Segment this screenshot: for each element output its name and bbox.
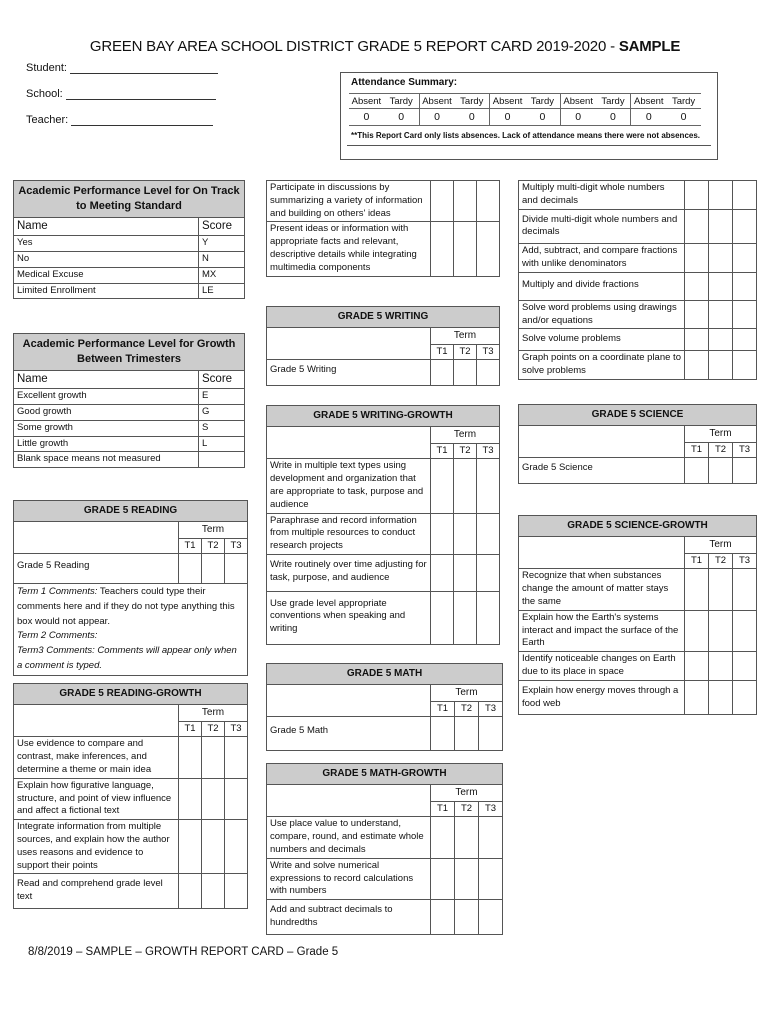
tardy-label: Tardy — [601, 95, 625, 107]
standard-row: Use grade level appropriate conventions when speaking and writing — [267, 591, 431, 644]
term-t2: T2 — [454, 443, 477, 459]
term-label: Term — [431, 685, 503, 702]
legend-name-header: Name — [14, 217, 199, 236]
attendance-summary — [340, 72, 718, 160]
term-t2: T2 — [455, 801, 479, 817]
grade-cell[interactable] — [709, 181, 733, 210]
writing-growth-title: GRADE 5 WRITING-GROWTH — [267, 406, 500, 427]
term-t2: T2 — [202, 721, 225, 737]
attendance-group — [631, 93, 701, 126]
grade-cell[interactable] — [431, 591, 454, 644]
grade-cell[interactable] — [709, 209, 733, 244]
attendance-group — [349, 93, 420, 126]
term-label: Term — [179, 705, 248, 722]
term-t2: T2 — [454, 344, 477, 360]
school-label: School: — [26, 88, 63, 100]
absent-value: 0 — [645, 111, 652, 123]
standard-row: Use place value to understand, compare, round, and estimate whole numbers and decimals — [267, 817, 431, 858]
attendance-group — [420, 93, 491, 126]
grade-cell[interactable] — [685, 652, 709, 681]
standard-row: Identify noticeable changes on Earth due to its place in space — [519, 652, 685, 681]
term1-comment-label: Term 1 Comments: — [17, 586, 98, 598]
legend-row-name: Some growth — [14, 420, 199, 436]
footer-text: 8/8/2019 – SAMPLE – GROWTH REPORT CARD – Grade 5 — [28, 946, 339, 958]
term-t1: T1 — [179, 538, 202, 554]
grade-cell[interactable] — [709, 244, 733, 273]
attendance-title: Attendance Summary: — [351, 77, 458, 88]
grade-cell[interactable] — [431, 900, 455, 935]
legend-row-score: Y — [199, 236, 245, 252]
grade-cell[interactable] — [454, 555, 477, 592]
grade-cell[interactable] — [685, 244, 709, 273]
math-row: Grade 5 Math — [267, 717, 431, 751]
term3-comment-label: Term3 Comments: Comments will appear only when a comment is typed. — [17, 645, 237, 671]
grade-cell[interactable] — [709, 680, 733, 715]
grade-cell[interactable] — [477, 513, 500, 554]
tardy-label: Tardy — [530, 95, 554, 107]
grade-cell[interactable] — [733, 652, 757, 681]
tardy-label: Tardy — [460, 95, 484, 107]
absent-label: Absent — [422, 95, 452, 107]
term-t1: T1 — [431, 701, 455, 717]
standard-row: Multiply and divide fractions — [519, 272, 685, 300]
reading-title: GRADE 5 READING — [14, 501, 248, 522]
grade-cell[interactable] — [431, 459, 454, 513]
grade-cell[interactable] — [477, 181, 500, 222]
grade-cell[interactable] — [733, 610, 757, 651]
legend-row-name: Good growth — [14, 405, 199, 421]
term-t3: T3 — [225, 721, 248, 737]
math-growth-table — [266, 763, 503, 935]
standard-row: Paraphrase and record information from multiple resources to conduct research projects — [267, 513, 431, 554]
term-t2: T2 — [202, 538, 225, 554]
standard-row: Use evidence to compare and contrast, make inferences, and determine a theme or main idea — [14, 737, 179, 778]
grade-cell[interactable] — [225, 778, 248, 819]
term1-comment-text: Teachers could type their comments here and if they do not type anything this box would not appear. — [17, 586, 235, 627]
student-label: Student: — [26, 62, 67, 74]
legend-row-score: L — [199, 436, 245, 452]
grade-cell[interactable] — [454, 459, 477, 513]
reading-growth-table — [13, 683, 248, 909]
grade-cell[interactable] — [477, 222, 500, 276]
grade-cell[interactable] — [454, 222, 477, 276]
tardy-label: Tardy — [389, 95, 413, 107]
legend-row-score: S — [199, 420, 245, 436]
reading-table — [13, 500, 248, 676]
term-t1: T1 — [431, 443, 454, 459]
grade-cell[interactable] — [685, 569, 709, 610]
writing-table — [266, 306, 500, 386]
grade-cell[interactable] — [685, 300, 709, 329]
standard-row: Divide multi-digit whole numbers and decimals — [519, 209, 685, 244]
term-label: Term — [685, 537, 757, 554]
grade-cell[interactable] — [685, 329, 709, 351]
grade-cell[interactable] — [431, 222, 454, 276]
term-t3: T3 — [477, 443, 500, 459]
grade-cell[interactable] — [733, 272, 757, 300]
grade-cell[interactable] — [479, 900, 503, 935]
grade-cell[interactable] — [733, 458, 757, 484]
grade-cell[interactable] — [202, 554, 225, 584]
grade-cell[interactable] — [733, 209, 757, 244]
math-table — [266, 663, 503, 751]
legend-track-title: Academic Performance Level for On Track to Meeting Standard — [14, 181, 245, 218]
grade-cell[interactable] — [709, 329, 733, 351]
standard-row: Solve volume problems — [519, 329, 685, 351]
standard-row: Write in multiple text types using development and organization that are appropriate to task, purpose and audience — [267, 459, 431, 513]
grade-cell[interactable] — [685, 351, 709, 380]
legend-row-score — [199, 452, 245, 468]
term-t3: T3 — [733, 553, 757, 569]
standard-row: Explain how the Earth's systems interact and impact the surface of the Earth — [519, 610, 685, 651]
grade-cell[interactable] — [455, 900, 479, 935]
legend-score-header: Score — [199, 217, 245, 236]
grade-cell[interactable] — [225, 554, 248, 584]
grade-cell[interactable] — [431, 360, 454, 386]
legend-growth-title: Academic Performance Level for Growth Between Trimesters — [14, 334, 245, 371]
standard-row: Graph points on a coordinate plane to solve problems — [519, 351, 685, 380]
term-t1: T1 — [685, 553, 709, 569]
term-t2: T2 — [709, 442, 733, 458]
math-title: GRADE 5 MATH — [267, 664, 503, 685]
term-label: Term — [431, 328, 500, 345]
math-growth-title: GRADE 5 MATH-GROWTH — [267, 764, 503, 785]
grade-cell[interactable] — [202, 874, 225, 909]
legend-row-name: Blank space means not measured — [14, 452, 199, 468]
grade-cell[interactable] — [479, 858, 503, 899]
attendance-group — [490, 93, 561, 126]
legend-row-score: LE — [199, 283, 245, 299]
grade-cell[interactable] — [225, 737, 248, 778]
standard-row: Explain how energy moves through a food web — [519, 680, 685, 715]
term-t3: T3 — [479, 801, 503, 817]
grade-cell[interactable] — [179, 874, 202, 909]
grade-cell[interactable] — [709, 300, 733, 329]
student-field[interactable] — [26, 62, 218, 74]
term-label: Term — [179, 522, 248, 539]
attendance-group — [561, 93, 632, 126]
absent-value: 0 — [575, 111, 582, 123]
term-t1: T1 — [431, 344, 454, 360]
grade-cell[interactable] — [685, 209, 709, 244]
legend-row-name: Limited Enrollment — [14, 283, 199, 299]
absent-value: 0 — [504, 111, 511, 123]
grade-cell[interactable] — [477, 360, 500, 386]
grade-cell[interactable] — [179, 778, 202, 819]
absent-value: 0 — [363, 111, 370, 123]
legend-row-score: G — [199, 405, 245, 421]
term-t1: T1 — [685, 442, 709, 458]
grade-cell[interactable] — [479, 717, 503, 751]
grade-cell[interactable] — [202, 737, 225, 778]
tardy-value: 0 — [680, 111, 687, 123]
writing-title: GRADE 5 WRITING — [267, 307, 500, 328]
grade-cell[interactable] — [709, 458, 733, 484]
tardy-value: 0 — [610, 111, 616, 123]
grade-cell[interactable] — [225, 874, 248, 909]
term-t3: T3 — [477, 344, 500, 360]
grade-cell[interactable] — [477, 459, 500, 513]
grade-cell[interactable] — [454, 513, 477, 554]
grade-cell[interactable] — [685, 181, 709, 210]
grade-cell[interactable] — [733, 300, 757, 329]
grade-cell[interactable] — [733, 329, 757, 351]
legend-name-header: Name — [14, 370, 199, 389]
grade-cell[interactable] — [477, 555, 500, 592]
standard-row: Add and subtract decimals to hundredths — [267, 900, 431, 935]
school-field[interactable] — [26, 88, 216, 100]
grade-cell[interactable] — [685, 458, 709, 484]
term-t2: T2 — [455, 701, 479, 717]
grade-cell[interactable] — [733, 680, 757, 715]
grade-cell[interactable] — [455, 858, 479, 899]
grade-cell[interactable] — [431, 717, 455, 751]
standard-row: Write and solve numerical expressions to record calculations with numbers — [267, 858, 431, 899]
science-title: GRADE 5 SCIENCE — [519, 405, 757, 426]
grade-cell[interactable] — [733, 244, 757, 273]
tardy-value: 0 — [539, 111, 546, 123]
science-growth-table — [518, 515, 757, 715]
reading-row: Grade 5 Reading — [14, 554, 179, 584]
grade-cell[interactable] — [179, 820, 202, 874]
standard-row: Write routinely over time adjusting for task, purpose, and audience — [267, 555, 431, 592]
title-sample: SAMPLE — [618, 38, 681, 55]
grade-cell[interactable] — [733, 181, 757, 210]
science-row: Grade 5 Science — [519, 458, 685, 484]
speaking-table — [266, 180, 500, 277]
legend-row-score: MX — [199, 267, 245, 283]
writing-growth-table — [266, 405, 500, 645]
legend-row-name: Yes — [14, 236, 199, 252]
standard-row: Participate in discussions by summarizing a variety of information and building on others' ideas — [267, 181, 431, 222]
grade-cell[interactable] — [431, 555, 454, 592]
grade-cell[interactable] — [179, 737, 202, 778]
grade-cell[interactable] — [709, 610, 733, 651]
grade-cell[interactable] — [477, 591, 500, 644]
legend-row-name: Medical Excuse — [14, 267, 199, 283]
tardy-value: 0 — [398, 111, 405, 123]
grade-cell[interactable] — [733, 351, 757, 380]
term-t1: T1 — [431, 801, 455, 817]
grade-cell[interactable] — [709, 652, 733, 681]
grade-cell[interactable] — [455, 717, 479, 751]
legend-row-name: Little growth — [14, 436, 199, 452]
legend-row-name: Excellent growth — [14, 389, 199, 405]
grade-cell[interactable] — [454, 591, 477, 644]
term2-comment-label: Term 2 Comments: — [17, 630, 98, 642]
page-title — [0, 38, 770, 55]
grade-cell[interactable] — [431, 817, 455, 858]
term-t3: T3 — [479, 701, 503, 717]
attendance-grid — [349, 93, 701, 126]
legend-score-header: Score — [199, 370, 245, 389]
standard-row: Integrate information from multiple sources, and explain how the author uses reasons and evidence to support their points — [14, 820, 179, 874]
science-table — [518, 404, 757, 484]
teacher-label: Teacher: — [26, 114, 69, 126]
grade-cell[interactable] — [685, 610, 709, 651]
standard-row: Recognize that when substances change the amount of matter stays the same — [519, 569, 685, 610]
standard-row: Explain how figurative language, structure, and point of view influence and affect a fictional text — [14, 778, 179, 819]
grade-cell[interactable] — [455, 817, 479, 858]
term-label: Term — [685, 426, 757, 443]
grade-cell[interactable] — [709, 351, 733, 380]
term-label: Term — [431, 785, 503, 802]
reading-growth-title: GRADE 5 READING-GROWTH — [14, 684, 248, 705]
term-label: Term — [431, 427, 500, 444]
grade-cell[interactable] — [454, 360, 477, 386]
grade-cell[interactable] — [431, 181, 454, 222]
absent-value: 0 — [434, 111, 440, 123]
standard-row: Add, subtract, and compare fractions with unlike denominators — [519, 244, 685, 273]
reading-comments — [14, 584, 248, 675]
standard-row: Present ideas or information with appropriate facts and relevant, descriptive details while integrating multimedia components — [267, 222, 431, 276]
grade-cell[interactable] — [685, 272, 709, 300]
standard-row: Solve word problems using drawings and/or equations — [519, 300, 685, 329]
absent-label: Absent — [492, 95, 523, 107]
grade-cell[interactable] — [479, 817, 503, 858]
science-growth-title: GRADE 5 SCIENCE-GROWTH — [519, 516, 757, 537]
legend-row-score: N — [199, 252, 245, 268]
title-text: GREEN BAY AREA SCHOOL DISTRICT GRADE 5 REPORT CARD 2019-2020 - — [89, 38, 619, 55]
grade-cell[interactable] — [431, 858, 455, 899]
teacher-field[interactable] — [26, 114, 213, 126]
attendance-note: **This Report Card only lists absences. Lack of attendance means there were not absences. — [351, 131, 701, 140]
term-t3: T3 — [733, 442, 757, 458]
legend-track-table — [13, 180, 245, 299]
grade-cell[interactable] — [454, 181, 477, 222]
grade-cell[interactable] — [431, 513, 454, 554]
absent-label: Absent — [351, 95, 382, 107]
absent-label: Absent — [633, 95, 664, 107]
grade-cell[interactable] — [685, 680, 709, 715]
tardy-value: 0 — [468, 111, 475, 123]
grade-cell[interactable] — [202, 778, 225, 819]
writing-row: Grade 5 Writing — [267, 360, 431, 386]
legend-row-name: No — [14, 252, 199, 268]
math-continued-table — [518, 180, 757, 380]
grade-cell[interactable] — [733, 569, 757, 610]
standard-row: Read and comprehend grade level text — [14, 874, 179, 909]
term-t3: T3 — [225, 538, 248, 554]
legend-row-score: E — [199, 389, 245, 405]
standard-row: Multiply multi-digit whole numbers and decimals — [519, 181, 685, 210]
term-t1: T1 — [179, 721, 202, 737]
grade-cell[interactable] — [179, 554, 202, 584]
grade-cell[interactable] — [709, 272, 733, 300]
term-t2: T2 — [709, 553, 733, 569]
legend-growth-table — [13, 333, 245, 468]
grade-cell[interactable] — [202, 820, 225, 874]
grade-cell[interactable] — [709, 569, 733, 610]
grade-cell[interactable] — [225, 820, 248, 874]
absent-label: Absent — [563, 95, 593, 107]
tardy-label: Tardy — [671, 95, 696, 107]
